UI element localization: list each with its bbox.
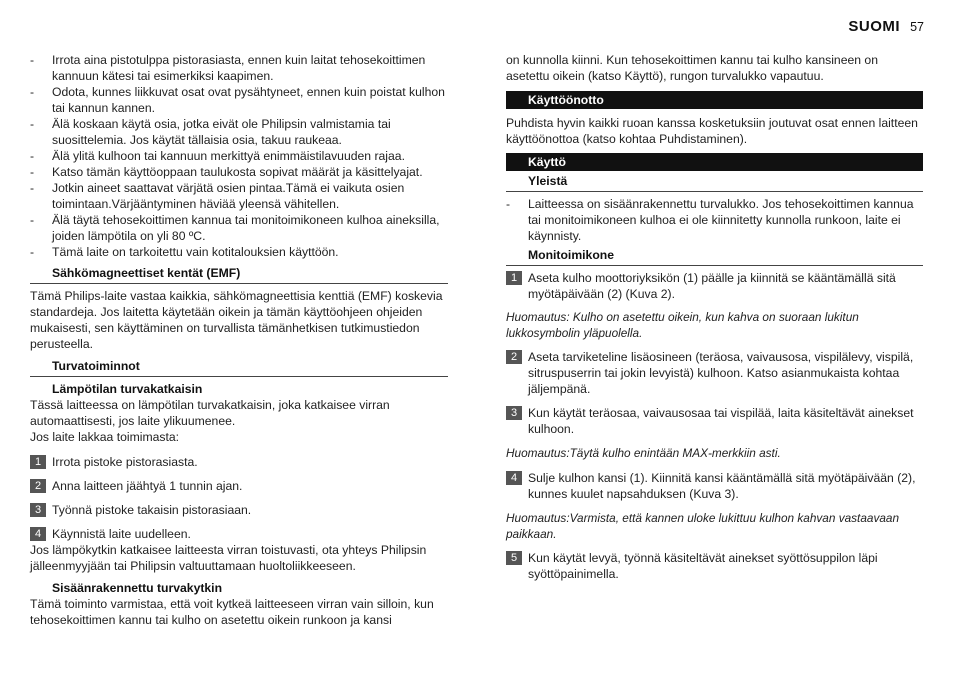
- step-3: [506, 405, 923, 437]
- step-text: Anna laitteen jäähtyä 1 tunnin ajan.: [52, 479, 243, 493]
- step-text: Kun käytät teräosaa, vaivausosaa tai vispilää, laita käsiteltävät ainekset kulhoon.: [528, 406, 914, 436]
- interlock-text: Tämä toiminto varmistaa, että voit kytkeä laitteeseen virran vain silloin, kun tehosekoittimen kannu tai kulho on asetettu oikein runkoon ja kansi: [30, 597, 434, 627]
- safety-bullet-list: [30, 52, 448, 260]
- step-number-badge: 2: [30, 479, 46, 493]
- page-number: 57: [910, 20, 924, 34]
- step-text: Irrota pistoke pistorasiasta.: [52, 455, 198, 469]
- use-bar: Käyttö: [506, 153, 923, 171]
- step-text: Kun käytät levyä, työnnä käsiteltävät ainekset syöttösuppilon läpi syöttöpainimella.: [528, 551, 878, 581]
- thermal-cutoff-text: Tässä laitteessa on lämpötilan turvakatkaisin, joka katkaisee virran automaattisesti, jos laite ylikuumenee.: [30, 398, 390, 428]
- left-column: [30, 52, 448, 628]
- list-item: - Tämä laite on tarkoitettu vain kotitalouksien käyttöön.: [30, 244, 448, 260]
- emf-heading: Sähkömagneettiset kentät (EMF): [30, 265, 448, 284]
- step-text: Aseta kulho moottoriyksikön (1) päälle ja kiinnitä se kääntämällä sitä myötäpäivään (2) (Kuva 2).: [528, 271, 896, 301]
- step-1: [506, 270, 923, 302]
- step-3: [30, 502, 448, 518]
- note-1: Huomautus: Kulho on asetettu oikein, kun kahva on suoraan lukitun lukkosymbolin yläpuolella.: [506, 310, 859, 340]
- safety-features-heading: Turvatoiminnot: [30, 358, 448, 377]
- first-use-bar: Käyttöönotto: [506, 91, 923, 109]
- food-processor-heading: Monitoimikone: [506, 247, 923, 266]
- step-text: Aseta tarviketeline lisäosineen (teräosa, vaivausosa, vispilälevy, vispilä, sitruspuserrin tai jokin levyistä) kulhoon. Katso asianmukaista kohtaa jäljempänä.: [528, 350, 914, 396]
- continuation-text: on kunnolla kiinni. Kun tehosekoittimen kannu tai kulho kansineen on asetettu oikein (katso Käyttö), rungon turvalukko vapautuu.: [506, 53, 878, 83]
- note-3: Huomautus:Varmista, että kannen uloke lukittuu kulhon kahvan vastaavaan paikkaan.: [506, 511, 900, 541]
- step-2: [506, 349, 923, 397]
- step-number-badge: 3: [30, 503, 46, 517]
- thermal-cutoff-heading: Lämpötilan turvakatkaisin: [52, 382, 203, 396]
- right-column: [506, 52, 923, 582]
- general-heading: Yleistä: [506, 173, 923, 192]
- list-item: - Irrota aina pistotulppa pistorasiasta, ennen kuin laitat tehosekoittimen kannuun kätesi tai esimerkiksi kaapimen.: [30, 52, 448, 84]
- step-4: [30, 526, 448, 542]
- step-text: Työnnä pistoke takaisin pistorasiaan.: [52, 503, 252, 517]
- step-4: [506, 470, 923, 502]
- language-label: SUOMI: [848, 18, 901, 35]
- after-steps-text: Jos lämpökytkin katkaisee laitteesta virran toistuvasti, ota yhteys Philipsin jälleenmyyjään tai Philipsin valtuuttamaan huoltoliikkeeseen.: [30, 543, 427, 573]
- step-number-badge: 1: [30, 455, 46, 469]
- note-2: Huomautus:Täytä kulho enintään MAX-merkkiin asti.: [506, 446, 781, 460]
- step-number-badge: 3: [506, 406, 522, 420]
- thermal-cutoff-intro: Jos laite lakkaa toimimasta:: [30, 430, 180, 444]
- list-item: - Katso tämän käyttöoppaan taulukosta sopivat määrät ja käsittelyajat.: [30, 164, 448, 180]
- list-item: - Odota, kunnes liikkuvat osat ovat pysähtyneet, ennen kuin poistat kulhon tai kannun kannen.: [30, 84, 448, 116]
- step-text: Sulje kulhon kansi (1). Kiinnitä kansi kääntämällä sitä myötäpäivään (2), kunnes kuulet napsahduksen (Kuva 3).: [528, 471, 916, 501]
- emf-text: Tämä Philips-laite vastaa kaikkia, sähkömagneettisia kenttiä (EMF) koskevia standardeja. Jos laitetta käytetään oikein ja tämän käyttöohjeen ohjeiden mukaisesti, sen käyttäminen on turvallista tämänhetkisen tutkimustiedon perusteella.: [30, 289, 443, 351]
- step-number-badge: 2: [506, 350, 522, 364]
- page-header: [848, 18, 924, 35]
- step-1: [30, 454, 448, 470]
- step-number-badge: 1: [506, 271, 522, 285]
- step-5: [506, 550, 923, 582]
- step-number-badge: 5: [506, 551, 522, 565]
- list-item: - Älä ylitä kulhoon tai kannuun merkittyä enimmäistilavuuden rajaa.: [30, 148, 448, 164]
- list-item: - Älä täytä tehosekoittimen kannua tai monitoimikoneen kulhoa aineksilla, joiden lämpötila on yli 80 ºC.: [30, 212, 448, 244]
- step-number-badge: 4: [506, 471, 522, 485]
- interlock-heading: Sisäänrakennettu turvakytkin: [52, 581, 223, 595]
- first-use-text: Puhdista hyvin kaikki ruoan kanssa kosketuksiin joutuvat osat ennen laitteen käyttöönottoa (katso kohtaa Puhdistaminen).: [506, 116, 918, 146]
- general-bullet-list: [506, 196, 923, 244]
- list-item: - Laitteessa on sisäänrakennettu turvalukko. Jos tehosekoittimen kannua tai monitoimikoneen kulhoa ei ole kiinnitetty kunnolla runkoon, laite ei käynnisty.: [506, 196, 923, 244]
- step-2: [30, 478, 448, 494]
- step-number-badge: 4: [30, 527, 46, 541]
- list-item: - Älä koskaan käytä osia, jotka eivät ole Philipsin valmistamia tai suosittelemia. Jos käytät tällaisia osia, takuu raukeaa.: [30, 116, 448, 148]
- list-item: - Jotkin aineet saattavat värjätä osien pintaa.Tämä ei vaikuta osien toimintaan.Värjääntyminen häviää yleensä vähitellen.: [30, 180, 448, 212]
- step-text: Käynnistä laite uudelleen.: [52, 527, 191, 541]
